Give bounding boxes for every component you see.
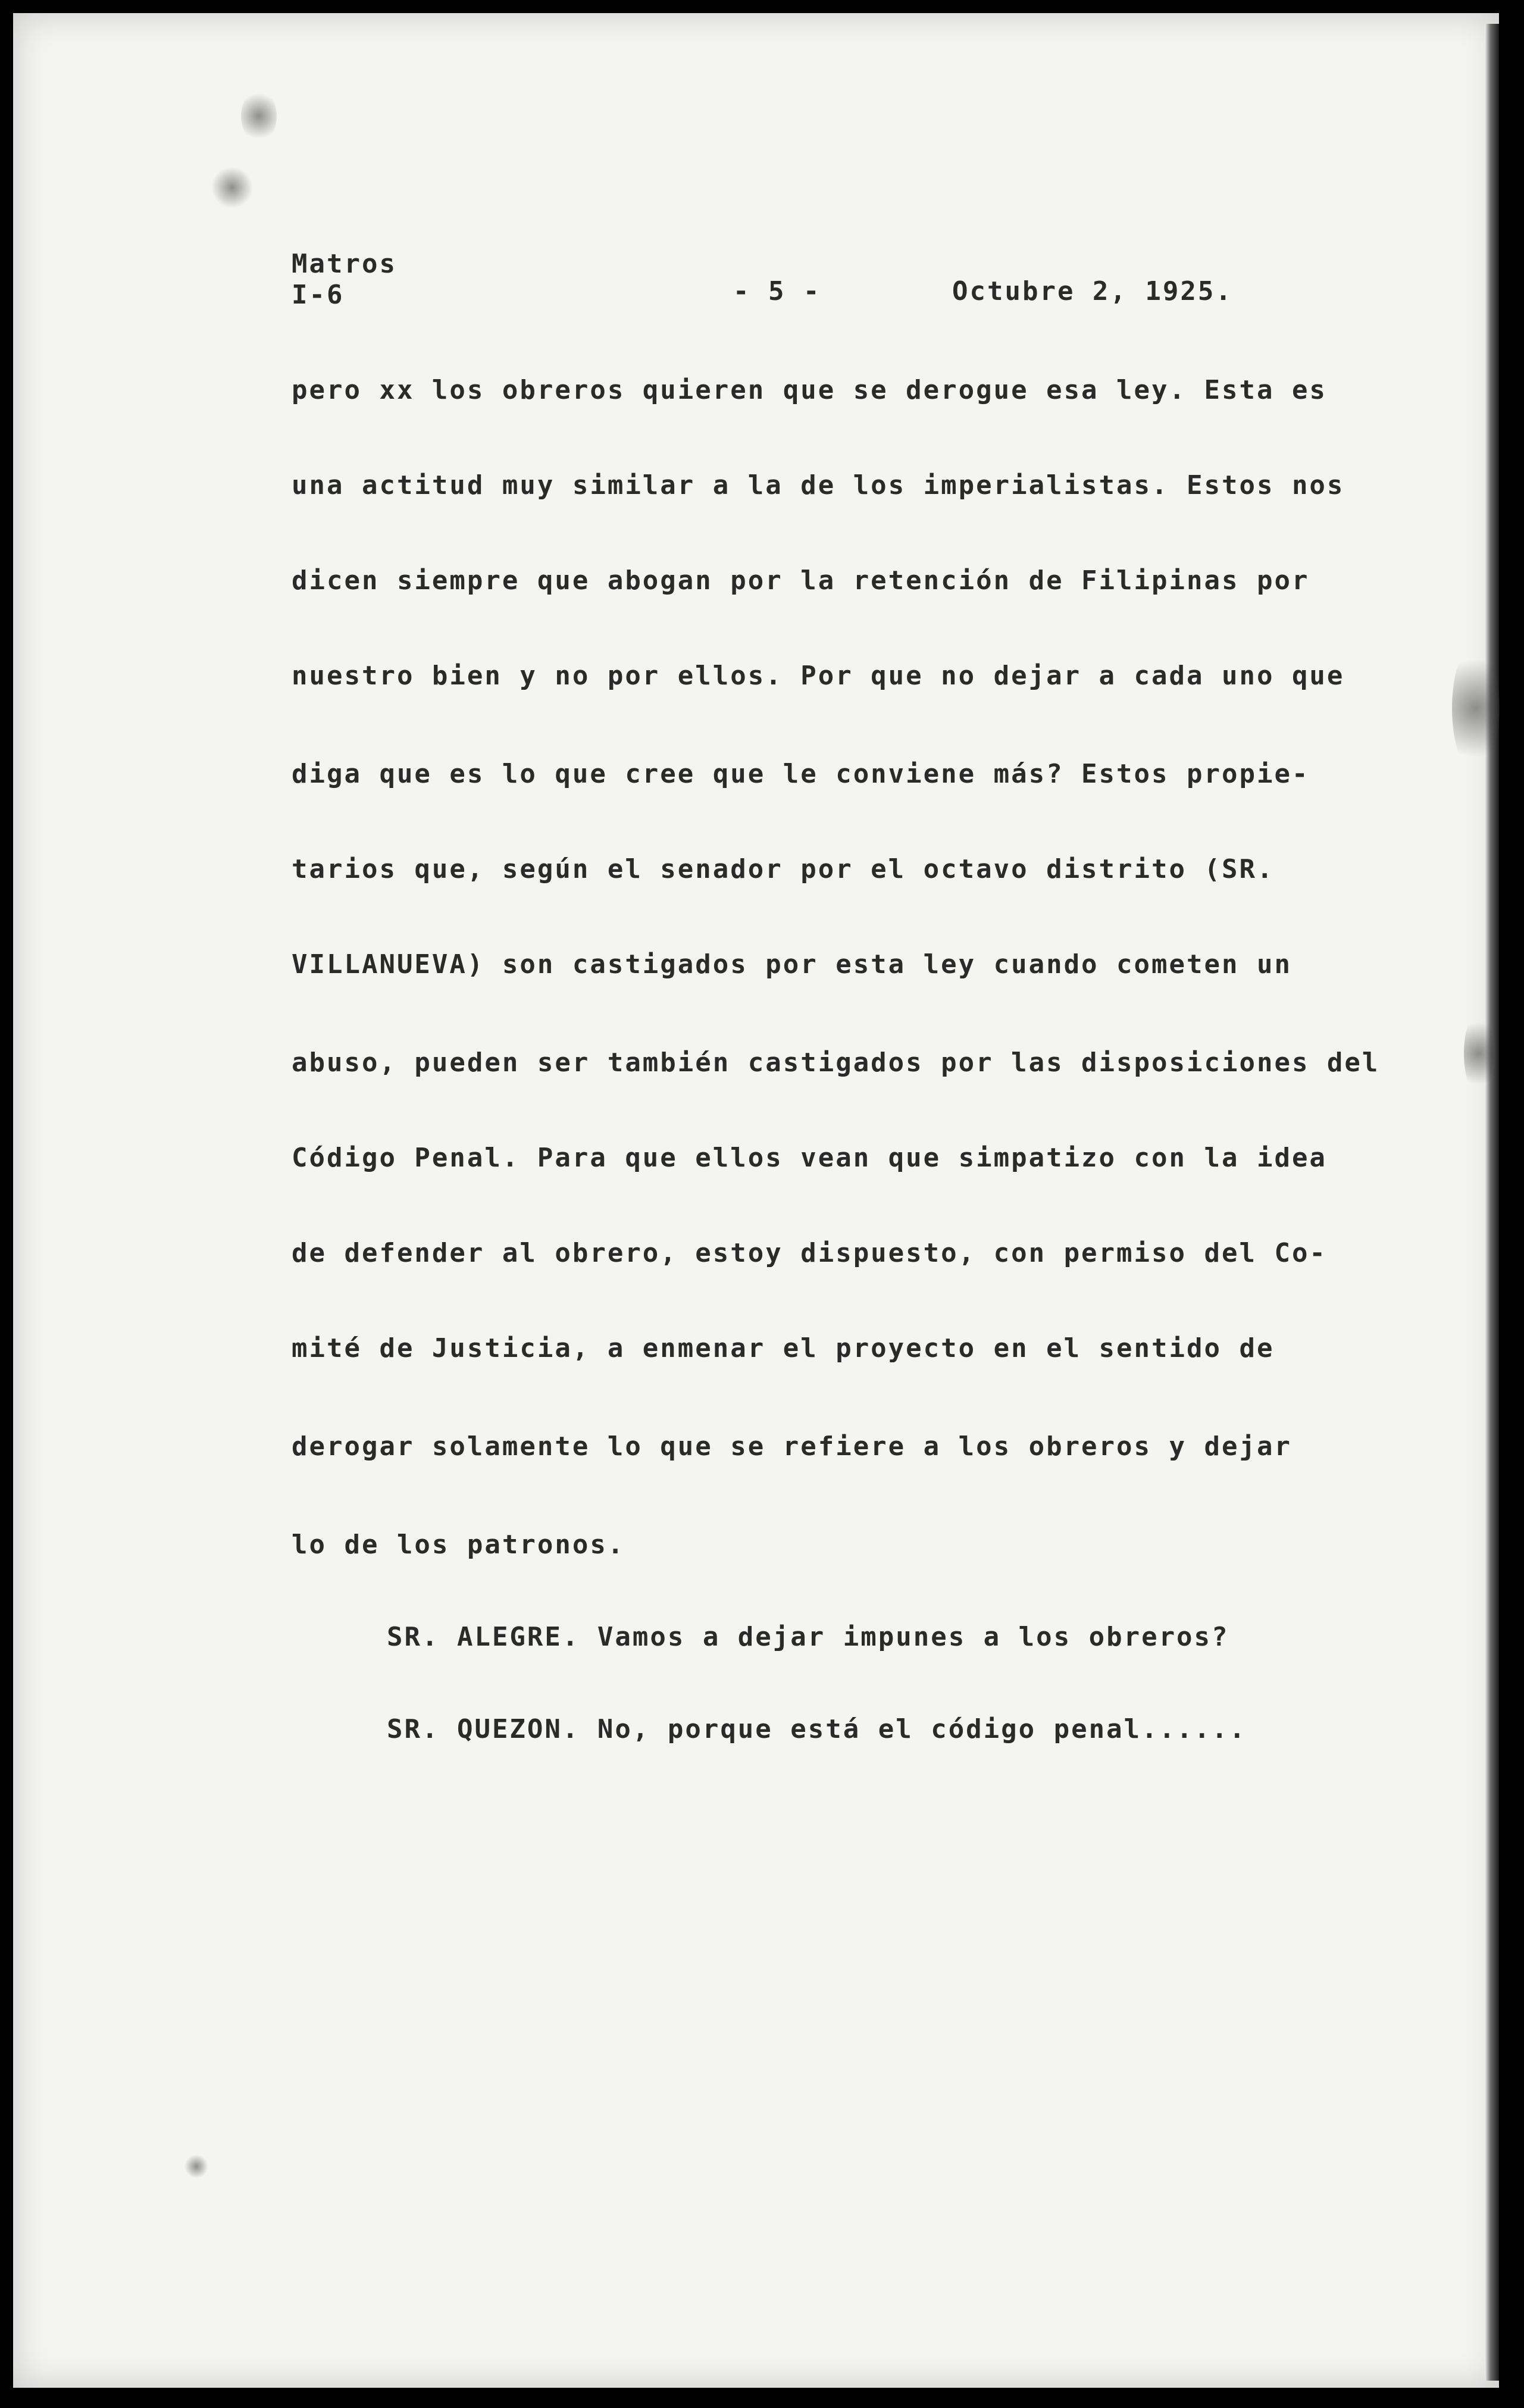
header-reference: I-6	[292, 280, 345, 310]
body-line: derogar solamente lo que se refiere a los obreros y dejar	[292, 1431, 1292, 1462]
header-date: Octubre 2, 1925.	[952, 276, 1233, 307]
header-left	[292, 249, 397, 311]
body-line: diga que es lo que cree que le conviene más? Estos propie-	[292, 759, 1310, 789]
ink-smudge	[1464, 1012, 1494, 1095]
page-edge-shadow	[1485, 24, 1499, 2381]
ink-smudge	[211, 167, 253, 208]
body-line: nuestro bien y no por ellos. Por que no dejar a cada uno que	[292, 661, 1345, 691]
body-line: VILLANUEVA) son castigados por esta ley cuando cometen un	[292, 949, 1292, 980]
body-line: pero xx los obreros quieren que se derogue esa ley. Esta es	[292, 375, 1327, 405]
page-number: - 5 -	[733, 276, 821, 307]
body-line: tarios que, según el senador por el octavo distrito (SR.	[292, 854, 1275, 884]
ink-smudge	[241, 89, 277, 143]
body-line: abuso, pueden ser también castigados por las disposiciones del	[292, 1047, 1380, 1078]
body-line: mité de Justicia, a enmenar el proyecto en el sentido de	[292, 1333, 1275, 1364]
document-page	[13, 13, 1499, 2388]
body-line: dicen siempre que abogan por la retención de Filipinas por	[292, 565, 1310, 596]
dialogue-line: SR. QUEZON. No, porque está el código penal......	[387, 1714, 1247, 1744]
body-line: de defender al obrero, estoy dispuesto, con permiso del Co-	[292, 1238, 1327, 1268]
ink-smudge	[184, 2154, 208, 2178]
ink-smudge	[1452, 643, 1500, 774]
body-line: lo de los patronos.	[292, 1530, 625, 1560]
body-line: una actitud muy similar a la de los imperialistas. Estos nos	[292, 470, 1345, 501]
header-author: Matros	[292, 249, 397, 279]
dialogue-line: SR. ALEGRE. Vamos a dejar impunes a los obreros?	[387, 1622, 1229, 1652]
body-line: Código Penal. Para que ellos vean que simpatizo con la idea	[292, 1143, 1327, 1173]
